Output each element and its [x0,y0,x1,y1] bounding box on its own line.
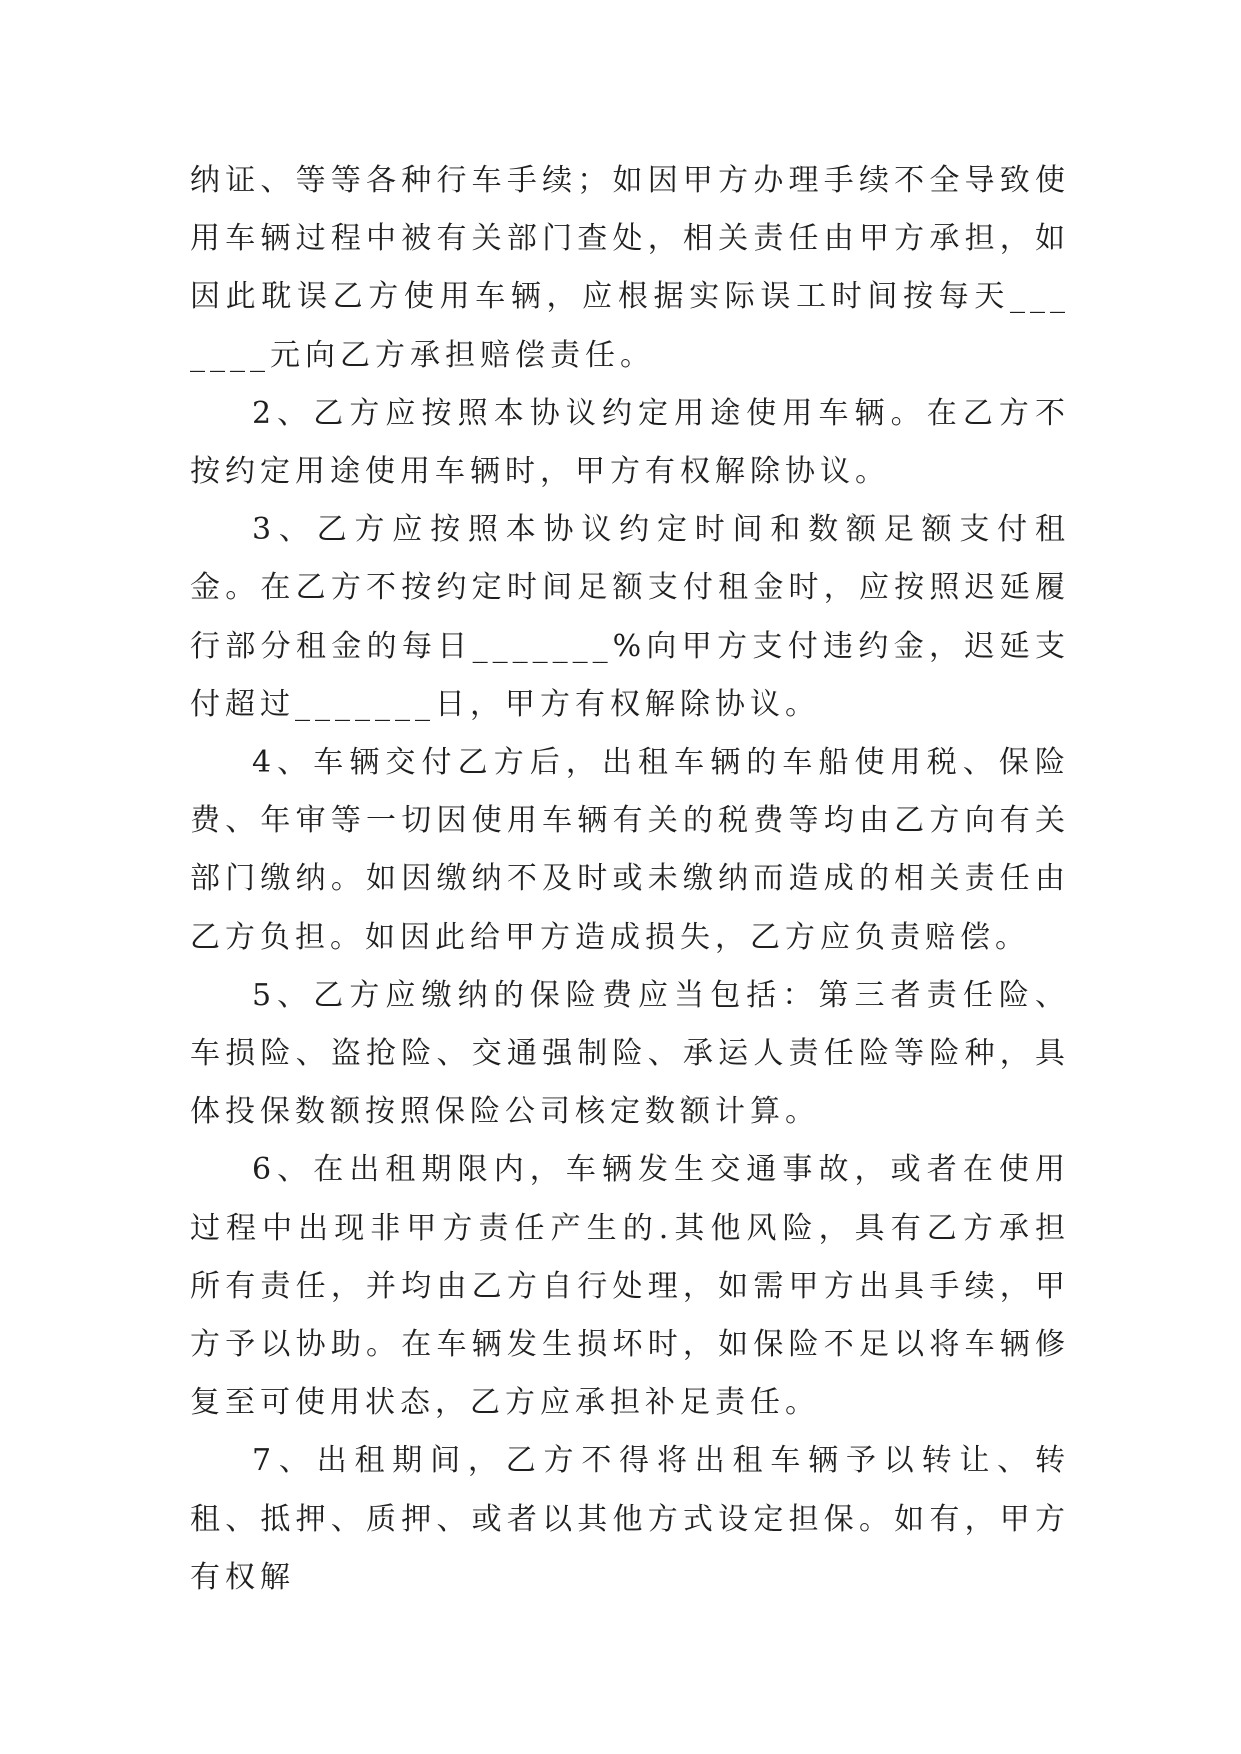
paragraph-clause-7: 7、出租期间，乙方不得将出租车辆予以转让、转租、抵押、质押、或者以其他方式设定担保。如有，甲方有权解 [190,1443,1070,1595]
document-body [190,152,1070,1607]
paragraph-clause-3: 3、乙方应按照本协议约定时间和数额足额支付租金。在乙方不按约定时间足额支付租金时，应按照迟延履行部分租金的每日_______%向甲方支付违约金，迟延支付超过_______日，甲方有权解除协议。 [190,512,1070,722]
paragraph-clause-5: 5、乙方应缴纳的保险费应当包括：第三者责任险、车损险、盗抢险、交通强制险、承运人责任险等险种，具体投保数额按照保险公司核定数额计算。 [190,977,1070,1130]
paragraph-continued: 纳证、等等各种行车手续；如因甲方办理手续不全导致使用车辆过程中被有关部门查处，相关责任由甲方承担，如因此耽误乙方使用车辆，应根据实际误工时间按每天_______元向乙方承担赔偿责任。 [190,163,1070,373]
paragraph-clause-6: 6、在出租期限内，车辆发生交通事故，或者在使用过程中出现非甲方责任产生的.其他风险，具有乙方承担所有责任，并均由乙方自行处理，如需甲方出具手续，甲方予以协助。在车辆发生损坏时，如保险不足以将车辆修复至可使用状态，乙方应承担补足责任。 [190,1152,1070,1421]
paragraph-clause-4: 4、车辆交付乙方后，出租车辆的车船使用税、保险费、年审等一切因使用车辆有关的税费等均由乙方向有关部门缴纳。如因缴纳不及时或未缴纳而造成的相关责任由乙方负担。如因此给甲方造成损失，乙方应负责赔偿。 [190,745,1070,955]
paragraph-clause-2: 2、乙方应按照本协议约定用途使用车辆。在乙方不按约定用途使用车辆时，甲方有权解除协议。 [190,395,1070,490]
